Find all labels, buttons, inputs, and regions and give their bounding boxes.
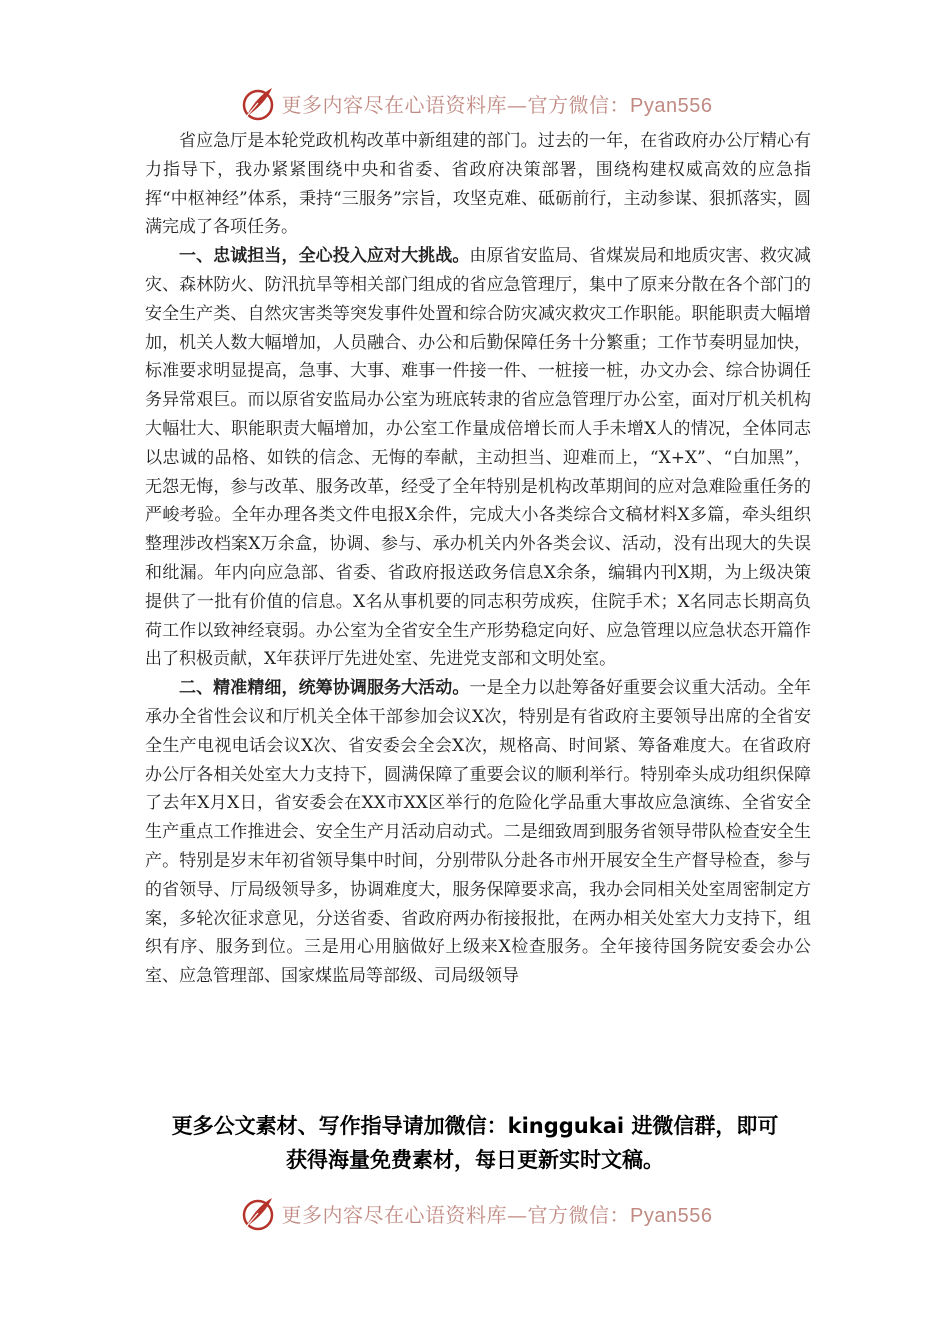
brand-label: 更多内容尽在心语资料库—官方微信： <box>281 92 631 117</box>
promo-line-1: 更多公文素材、写作指导请加微信：kinggukai 进微信群，即可 <box>171 1114 779 1138</box>
quill-logo-icon <box>238 83 278 123</box>
promo-banner <box>0 1109 950 1177</box>
quill-logo-icon <box>238 1193 278 1233</box>
brand-text <box>282 89 713 118</box>
brand-text <box>282 1199 713 1228</box>
brand-label: 更多内容尽在心语资料库—官方微信： <box>281 1202 631 1227</box>
intro-paragraph: 省应急厅是本轮党政机构改革中新组建的部门。过去的一年，在省政府办公厅精心有力指导下，我办紧紧围绕中央和省委、省政府决策部署，围绕构建权威高效的应急指挥“中枢神经”体系，秉持“三服务”宗旨，攻坚克难、砥砺前行，主动参谋、狠抓落实，圆满完成了各项任务。 <box>145 131 811 238</box>
section-2-text: 一是全力以赴筹备好重要会议重大活动。全年承办全省性会议和厅机关全体干部参加会议X次，特别是有省政府主要领导出席的全省安全生产电视电话会议X次、省安委会全会X次，规格高、时间紧、筹备难度大。在省政府办公厅各相关处室大力支持下，圆满保障了重要会议的顺利举行。特别牵头成功组织保障了去年X月X日，省安委会在XX市XX区举行的危险化学品重大事故应急演练、全省安全生产重点工作推进会、安全生产月活动启动式。二是细致周到服务省领导带队检查安全生产。特别是岁末年初省领导集中时间，分别带队分赴各市州开展安全生产督导检查，参与的省领导、厅局级领导多，协调难度大，服务保障要求高，我办会同相关处室周密制定方案，多轮次征求意见，分送省委、省政府两办衔接报批，在两办相关处室大力支持下，组织有序、服务到位。三是用心用脑做好上级来X检查服务。全年接待国务院安委会办公室、应急管理部、国家煤监局等部级、司局级领导 <box>145 678 812 987</box>
footer-watermark <box>0 1188 950 1238</box>
section-2-paragraph <box>145 674 811 991</box>
section-1-text: 由原省安监局、省煤炭局和地质灾害、救灾减灾、森林防火、防汛抗旱等相关部门组成的省应急管理厅，集中了原来分散在各个部门的安全生产类、自然灾害类等突发事件处置和综合防灾减灾救灾工作职能。职能职责大幅增加，机关人数大幅增加，人员融合、办公和后勤保障任务十分繁重；工作节奏明显加快，标准要求明显提高，急事、大事、难事一件接一件、一桩接一桩，办文办会、综合协调任务异常艰巨。而以原省安监局办公室为班底转隶的省应急管理厅办公室，面对厅机关机构大幅壮大、职能职责大幅增加，办公室工作量成倍增长而人手未增X人的情况，全体同志以忠诚的品格、如铁的信念、无悔的奉献，主动担当、迎难而上，“X+X”、“白加黑”，无怨无悔，参与改革、服务改革，经受了全年特别是机构改革期间的应对急难险重任务的严峻考验。全年办理各类文件电报X余件，完成大小各类综合文稿材料X多篇，牵头组织整理涉改档案X万余盒，协调、参与、承办机关内外各类会议、活动，没有出现大的失误和纰漏。年内向应急部、省委、省政府报送政务信息X余条，编辑内刊X期，为上级决策提供了一批有价值的信息。X名从事机要的同志积劳成疾，住院手术；X名同志长期高负荷工作以致神经衰弱。办公室为全省安全生产形势稳定向好、应急管理以应急状态开篇作出了积极贡献，X年获评厅先进处室、先进党支部和文明处室。 <box>145 246 812 670</box>
section-2-heading: 二、精准精细，统筹协调服务大活动。 <box>179 678 470 699</box>
section-1-heading: 一、忠诚担当，全心投入应对大挑战。 <box>179 246 470 267</box>
brand-wechat-id: Pyan556 <box>630 1204 713 1227</box>
section-1-paragraph <box>145 242 811 674</box>
brand-wechat-id: Pyan556 <box>630 94 713 117</box>
document-body <box>145 127 811 991</box>
header-watermark <box>0 78 950 128</box>
promo-line-2: 获得海量免费素材，每日更新实时文稿。 <box>286 1148 664 1172</box>
